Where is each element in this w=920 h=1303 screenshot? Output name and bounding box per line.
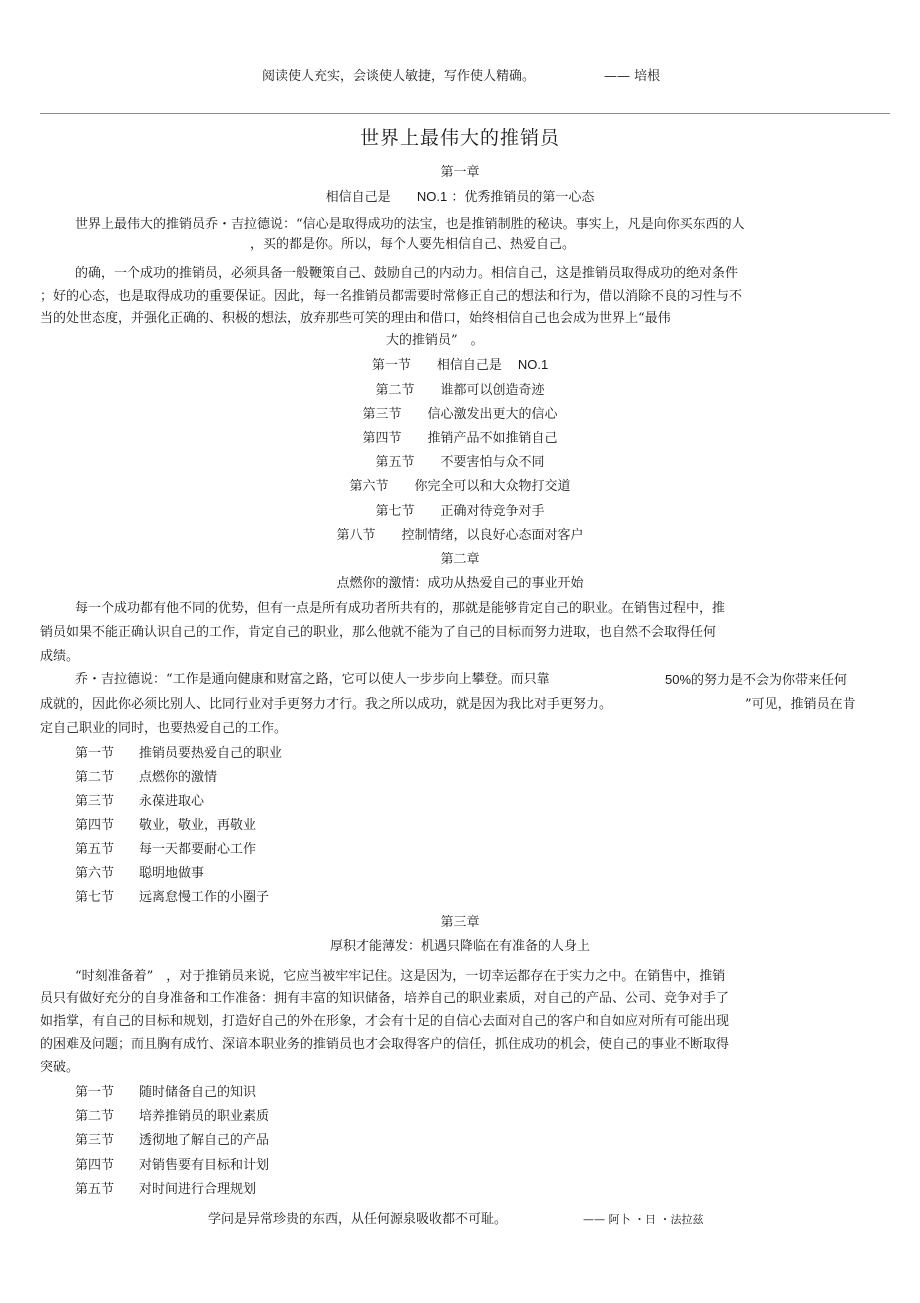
section-number: 第四节 [75,818,115,833]
section-number: 第八节 [336,528,376,543]
section-title: 聪明地做事 [139,866,205,881]
chapter3-section-5 [75,1181,256,1199]
chapter1-paragraph2-line2: ；好的心态，也是取得成功的重要保证。因此，每一名推销员都需要时常修正自己的想法和行为，借以消除不良的习性与不 [40,289,743,304]
section-number: 第四节 [75,1158,115,1173]
section-number: 第七节 [375,504,415,519]
section-number: 第六节 [349,479,389,494]
section-number: 第六节 [75,866,115,881]
chapter1-subtitle-pre: 相信自己是 [325,190,391,205]
chapter1-paragraph2-line1: 的确，一个成功的推销员，必须具备一般鞭策自己、鼓励自己的内动力。相信自己，这是推销员取得成功的绝对条件 [75,266,739,281]
header-divider [40,113,890,114]
chapter3-section-4 [75,1157,269,1175]
section-title: 信心激发出更大的信心 [427,407,558,422]
chapter3-paragraph1-line2: 员只有做好充分的自身准备和工作准备：拥有丰富的知识储备，培养自己的职业素质，对自己的产品、公司、竞争对手了 [40,991,730,1006]
chapter1-section-8 [0,527,920,545]
chapter1-section-2 [0,382,920,400]
chapter2-paragraph2-line2b: ”可见，推销员在肯 [745,697,856,712]
chapter1-paragraph1-line2: ，买的都是你。所以，每个人要先相信自己、热爱自己。 [250,237,576,252]
chapter2-paragraph2-line1b: 的努力是不会为你带来任何 [691,673,848,688]
section-title: 谁都可以创造奇迹 [440,383,545,398]
chapter3-heading: 第三章 [440,915,480,930]
chapter1-subtitle-num: NO.1 [416,189,448,204]
section-number: 第二节 [75,1109,115,1124]
chapter1-section-1 [0,356,920,375]
chapter1-section-6 [0,478,920,496]
section-title: 控制情绪，以良好心态面对客户 [401,528,584,543]
chapter3-paragraph1-line1: “时刻准备着” ，对于推销员来说，它应当被牢牢记住。这是因为，一切幸运都存在于实力之中。在销售中，推销 [75,969,726,984]
section-title: 对销售要有目标和计划 [139,1158,270,1173]
section-title: 透彻地了解自己的产品 [139,1133,270,1148]
section-number: 第三节 [75,1133,115,1148]
section-title: 相信自己是 [436,358,502,373]
section-title: 你完全可以和大众物打交道 [414,479,571,494]
section-number: 第四节 [362,431,402,446]
chapter2-section-7 [75,889,269,907]
section-number: 第五节 [375,455,415,470]
footer-quote-author: —— 阿卜 ・日 ・法拉兹 [583,1213,704,1226]
chapter1-section-7 [0,503,920,521]
chapter1-subtitle-post: ：优秀推销员的第一心态 [451,190,595,205]
section-title: 培养推销员的职业素质 [139,1109,270,1124]
chapter2-section-6 [75,865,204,883]
section-title-num: NO.1 [517,357,549,372]
chapter2-section-4 [75,817,256,835]
chapter3-paragraph1-line3: 如指掌，有自己的目标和规划，打造好自己的外在形象，才会有十足的自信心去面对自己的客户和自如应对所有可能出现 [40,1014,730,1029]
chapter3-subtitle: 厚积才能薄发：机遇只降临在有准备的人身上 [329,939,590,954]
chapter1-paragraph2-line3: 当的处世态度，并强化正确的、积极的想法，放弃那些可笑的理由和借口，始终相信自己也会成为世界上“最伟 [40,311,671,326]
chapter2-paragraph2-line1-num [665,671,847,690]
section-number: 第一节 [75,1085,115,1100]
section-title: 对时间进行合理规划 [139,1182,257,1197]
chapter1-section-4 [0,430,920,448]
section-title: 远离怠慢工作的小圈子 [139,890,270,905]
section-number: 第三节 [362,407,402,422]
chapter3-section-2 [75,1108,269,1126]
chapter1-subtitle [0,188,920,207]
chapter2-paragraph2-line2a: 成就的，因此你必须比别人、比同行业对手更努力才行。我之所以成功，就是因为我比对手更努力。 [40,697,613,712]
chapter3-section-3 [75,1132,269,1150]
chapter1-paragraph1-line1: 世界上最伟大的推销员乔・吉拉德说：“信心是取得成功的法宝，也是推销制胜的秘诀。事实上，凡是向你买东西的人 [75,217,745,232]
chapter1-paragraph2-line4: 大的推销员” 。 [386,333,484,348]
section-number: 第二节 [75,770,115,785]
chapter3-paragraph1-line5: 突破。 [40,1060,80,1075]
chapter2-paragraph1-line2: 销员如果不能正确认识自己的工作，肯定自己的职业，那么他就不能为了自己的目标而努力进取，也自然不会取得任何 [40,625,717,640]
chapter2-subtitle: 点燃你的激情：成功从热爱自己的事业开始 [336,576,584,591]
section-title: 不要害怕与众不同 [440,455,545,470]
chapter2-paragraph1-line3: 成绩。 [40,649,80,664]
header-quote-author: —— 培根 [604,69,661,84]
percent-value: 50% [665,672,692,687]
page-title: 世界上最伟大的推销员 [359,127,560,149]
chapter2-section-5 [75,841,256,859]
chapter3-section-1 [75,1084,256,1102]
section-number: 第七节 [75,890,115,905]
section-number: 第五节 [75,1182,115,1197]
chapter2-section-1 [75,745,282,763]
chapter1-section-3 [0,406,920,424]
chapter1-section-5 [0,454,920,472]
section-number: 第五节 [75,842,115,857]
chapter3-paragraph1-line4: 的困难及问题；而且胸有成竹、深谙本职业务的推销员也才会取得客户的信任，抓住成功的机会，使自己的事业不断取得 [40,1037,730,1052]
chapter2-section-2 [75,769,217,787]
chapter2-paragraph2-line3: 定自己职业的同时，也要热爱自己的工作。 [40,721,288,736]
section-title: 永葆进取心 [139,794,205,809]
section-number: 第一节 [75,746,115,761]
chapter2-paragraph1-line1: 每一个成功都有他不同的优势，但有一点是所有成功者所共有的，那就是能够肯定自己的职业。在销售过程中，推 [75,601,726,616]
chapter2-heading: 第二章 [440,552,480,567]
chapter2-paragraph2-line1a: 乔・吉拉德说：“工作是通向健康和财富之路，它可以使人一步步向上攀登。而只靠 [75,672,550,687]
section-number: 第一节 [371,358,411,373]
footer-quote: 学问是异常珍贵的东西，从任何源泉吸收都不可耻。 [208,1212,508,1227]
section-title: 随时储备自己的知识 [139,1085,257,1100]
section-number: 第三节 [75,794,115,809]
section-title: 点燃你的激情 [139,770,218,785]
section-title: 推销员要热爱自己的职业 [139,746,283,761]
section-title: 每一天都要耐心工作 [139,842,257,857]
section-title: 推销产品不如推销自己 [427,431,558,446]
chapter1-heading: 第一章 [440,165,480,180]
chapter2-section-3 [75,793,204,811]
section-number: 第二节 [375,383,415,398]
section-title: 敬业，敬业，再敬业 [139,818,257,833]
section-title: 正确对待竞争对手 [440,504,545,519]
header-quote: 阅读使人充实，会谈使人敏捷，写作使人精确。 [262,69,536,84]
